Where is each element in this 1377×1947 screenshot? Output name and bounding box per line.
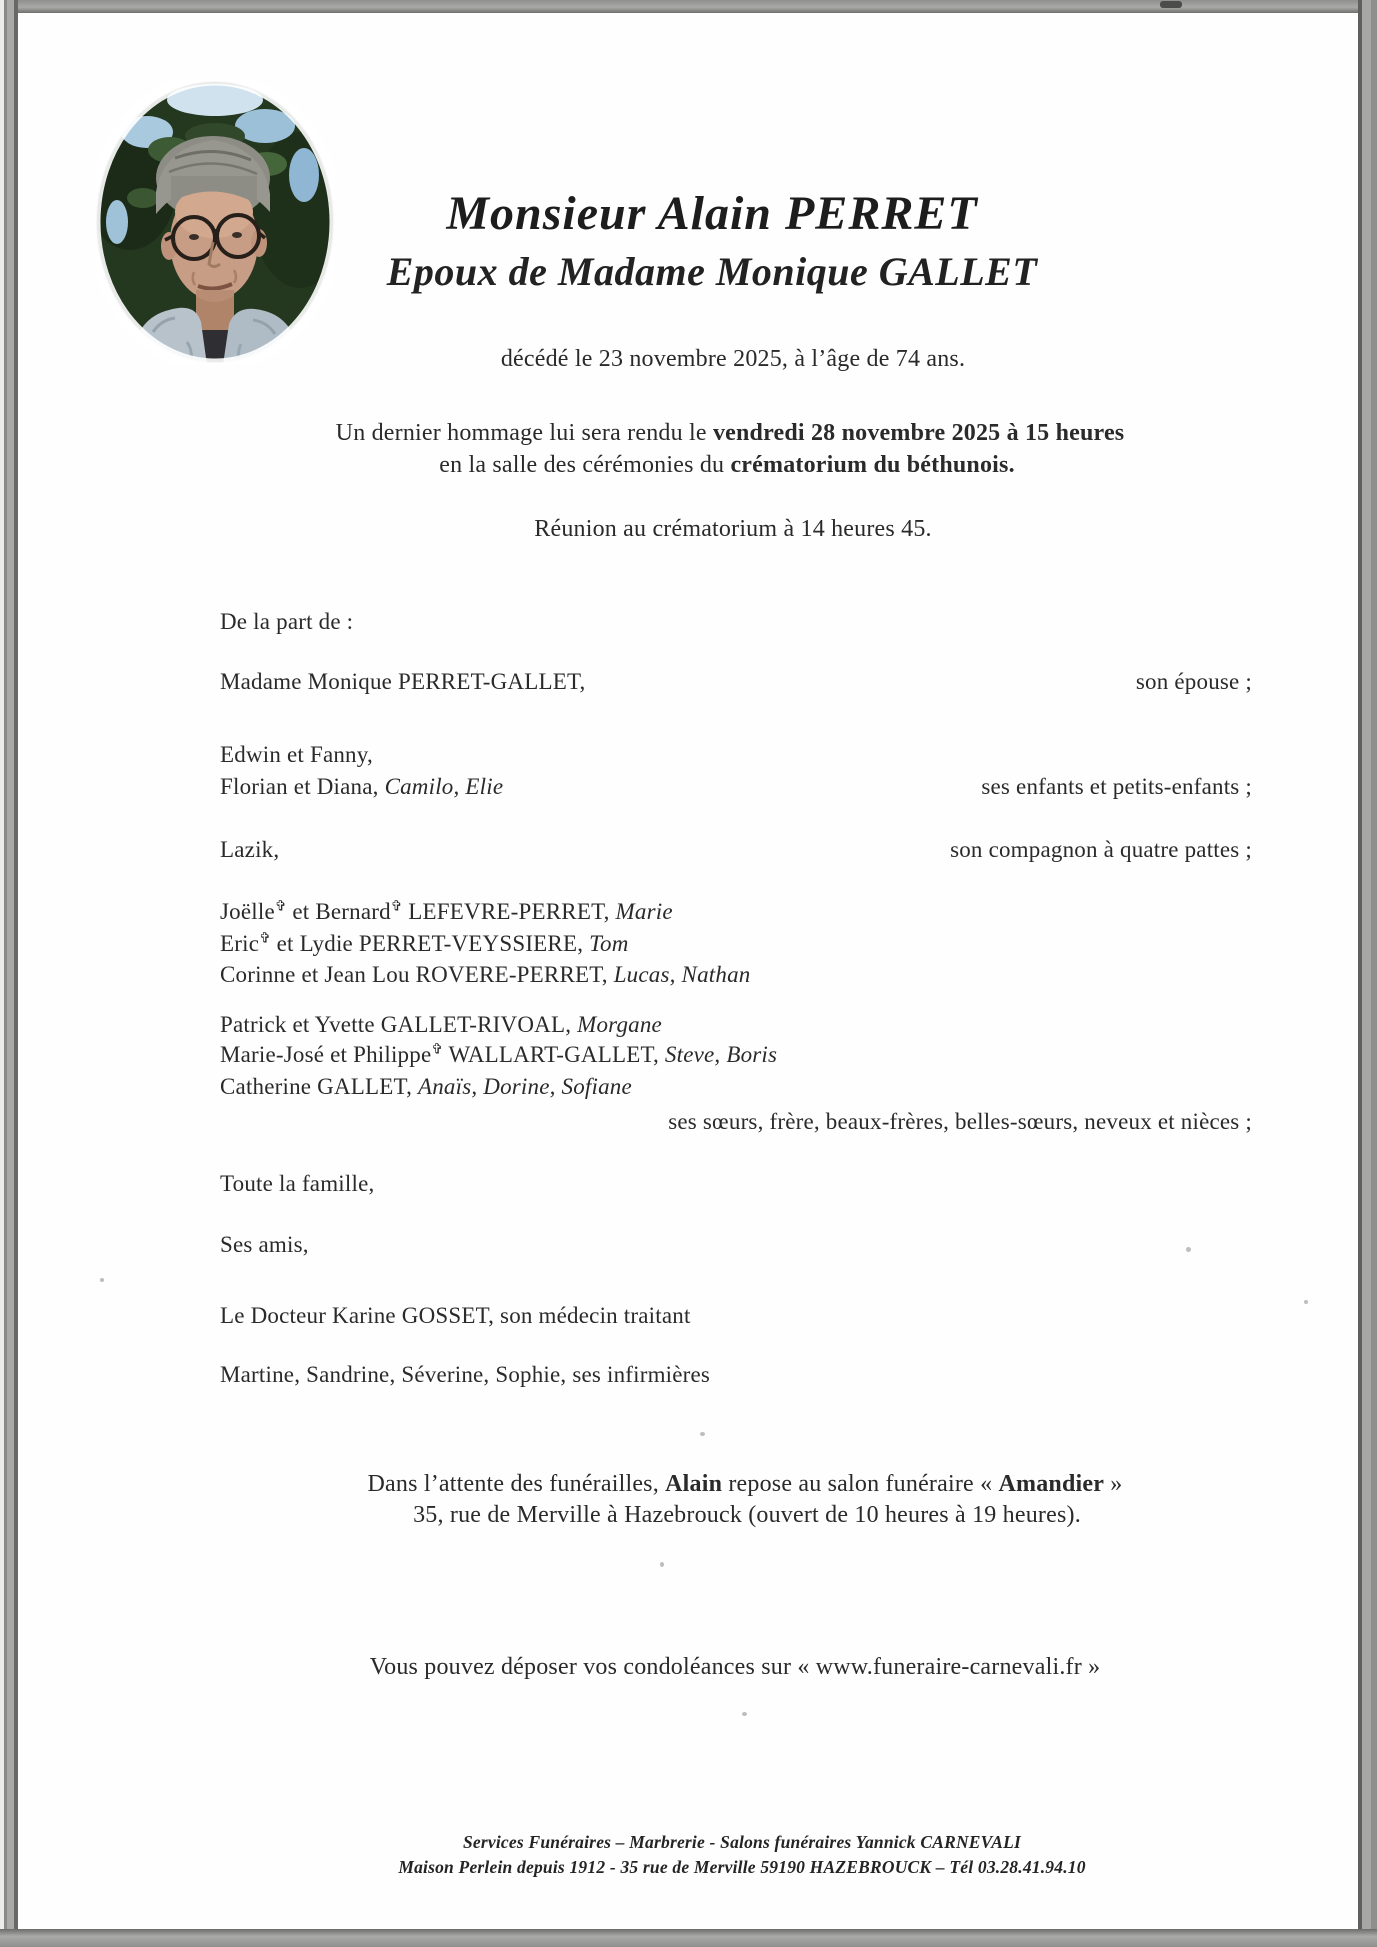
sibling-line-6 <box>220 1074 632 1100</box>
sibling-children: Morgane <box>577 1012 662 1037</box>
scan-speck <box>1304 1300 1308 1304</box>
venue-name: crématorium du béthunois. <box>730 452 1015 478</box>
sibling-children: Anaïs, Dorine, Sofiane <box>417 1074 632 1099</box>
nurses-line: Martine, Sandrine, Séverine, Sophie, ses infirmières <box>220 1362 711 1387</box>
scan-speck <box>700 1432 705 1436</box>
sibling-line-4 <box>220 1012 662 1038</box>
portrait-photo-image <box>95 80 335 365</box>
sibling-line-5 <box>220 1042 777 1068</box>
sibling-children: Marie <box>615 899 673 924</box>
grandchildren-names: Camilo, Elie <box>384 774 504 799</box>
repose-name: Alain <box>665 1471 723 1497</box>
scan-border-left <box>0 0 18 1947</box>
sibling-line-3 <box>220 962 750 988</box>
family-all: Toute la famille, <box>220 1171 375 1196</box>
doctor-line: Le Docteur Karine GOSSET, son médecin traitant <box>220 1303 691 1328</box>
homage-date: vendredi 28 novembre 2025 à 15 heures <box>712 420 1125 446</box>
scan-artifact-top <box>1160 1 1182 8</box>
meeting-line: Réunion au crématorium à 14 heures 45. <box>534 516 932 542</box>
children-relation: ses enfants et petits-enfants ; <box>981 774 1252 799</box>
repose-line1 <box>368 1471 1123 1498</box>
sibling-line-1 <box>220 899 673 925</box>
scan-border-bottom <box>0 1929 1377 1947</box>
condolences-line: Vous pouvez déposer vos condoléances sur « www.funeraire-carnevali.fr » <box>369 1654 1101 1680</box>
sibling-surname: WALLART-GALLET, <box>442 1042 665 1067</box>
sibling-name: et Bernard <box>286 899 391 924</box>
sibling-name: Patrick et Yvette GALLET-RIVOAL, <box>220 1012 578 1037</box>
homage-pre: Un dernier hommage lui sera rendu le <box>335 420 713 446</box>
salon-name: Amandier <box>998 1471 1105 1497</box>
venue-line <box>439 452 1015 479</box>
repose-pre: Dans l’attente des funérailles, <box>367 1471 666 1497</box>
sibling-name: Eric <box>220 931 260 956</box>
pet-name: Lazik, <box>220 837 280 862</box>
sibling-surname: LEFEVRE-PERRET, <box>402 899 616 924</box>
children-line1: Edwin et Fanny, <box>220 742 373 767</box>
sibling-surname: et Lydie PERRET-VEYSSIERE, <box>270 931 590 956</box>
children-names: Florian et Diana, <box>220 774 385 799</box>
cross-icon: ✞ <box>390 898 403 914</box>
sibling-name: Joëlle <box>220 899 275 924</box>
sibling-children: Lucas, Nathan <box>613 962 751 987</box>
footer-line2: Maison Perlein depuis 1912 - 35 rue de Merville 59190 HAZEBROUCK – Tél 03.28.41.94.10 <box>398 1857 1086 1877</box>
sibling-name: Marie-José et Philippe <box>220 1042 432 1067</box>
footer-line1: Services Funéraires – Marbrerie - Salons funéraires Yannick CARNEVALI <box>462 1832 1022 1852</box>
sibling-children: Steve, Boris <box>664 1042 778 1067</box>
spouse-name: Madame Monique PERRET-GALLET, <box>220 669 586 694</box>
spouse-relation: son épouse ; <box>1135 669 1252 694</box>
children-line2 <box>220 774 503 800</box>
homage-line <box>336 420 1125 447</box>
sibling-name: Corinne et Jean Lou ROVERE-PERRET, <box>220 962 614 987</box>
scan-speck <box>660 1562 664 1567</box>
sibling-line-2 <box>220 931 629 957</box>
venue-pre: en la salle des cérémonies du <box>439 452 731 478</box>
cross-icon: ✞ <box>431 1041 443 1057</box>
repose-mid: repose au salon funéraire « <box>722 1471 999 1497</box>
siblings-relation: ses sœurs, frère, beaux-frères, belles-sœurs, neveux et nièces ; <box>668 1109 1252 1134</box>
pet-relation: son compagnon à quatre pattes ; <box>950 837 1252 862</box>
cross-icon: ✞ <box>274 898 287 914</box>
scan-speck <box>1186 1247 1191 1252</box>
friends: Ses amis, <box>220 1232 309 1257</box>
cross-icon: ✞ <box>259 930 271 946</box>
scan-border-right <box>1358 0 1377 1947</box>
page-title: Monsieur Alain PERRET <box>446 187 978 240</box>
family-intro: De la part de : <box>220 609 354 634</box>
repose-post: » <box>1104 1471 1123 1497</box>
death-notice: décédé le 23 novembre 2025, à l’âge de 74 ans. <box>500 346 966 372</box>
sibling-children: Tom <box>589 931 629 956</box>
scan-speck <box>100 1278 104 1282</box>
repose-line2: 35, rue de Merville à Hazebrouck (ouvert de 10 heures à 19 heures). <box>413 1502 1081 1528</box>
sibling-name: Catherine GALLET, <box>220 1074 418 1099</box>
portrait-photo <box>95 80 335 365</box>
page-subtitle: Epoux de Madame Monique GALLET <box>386 249 1038 294</box>
scan-speck <box>742 1712 747 1716</box>
